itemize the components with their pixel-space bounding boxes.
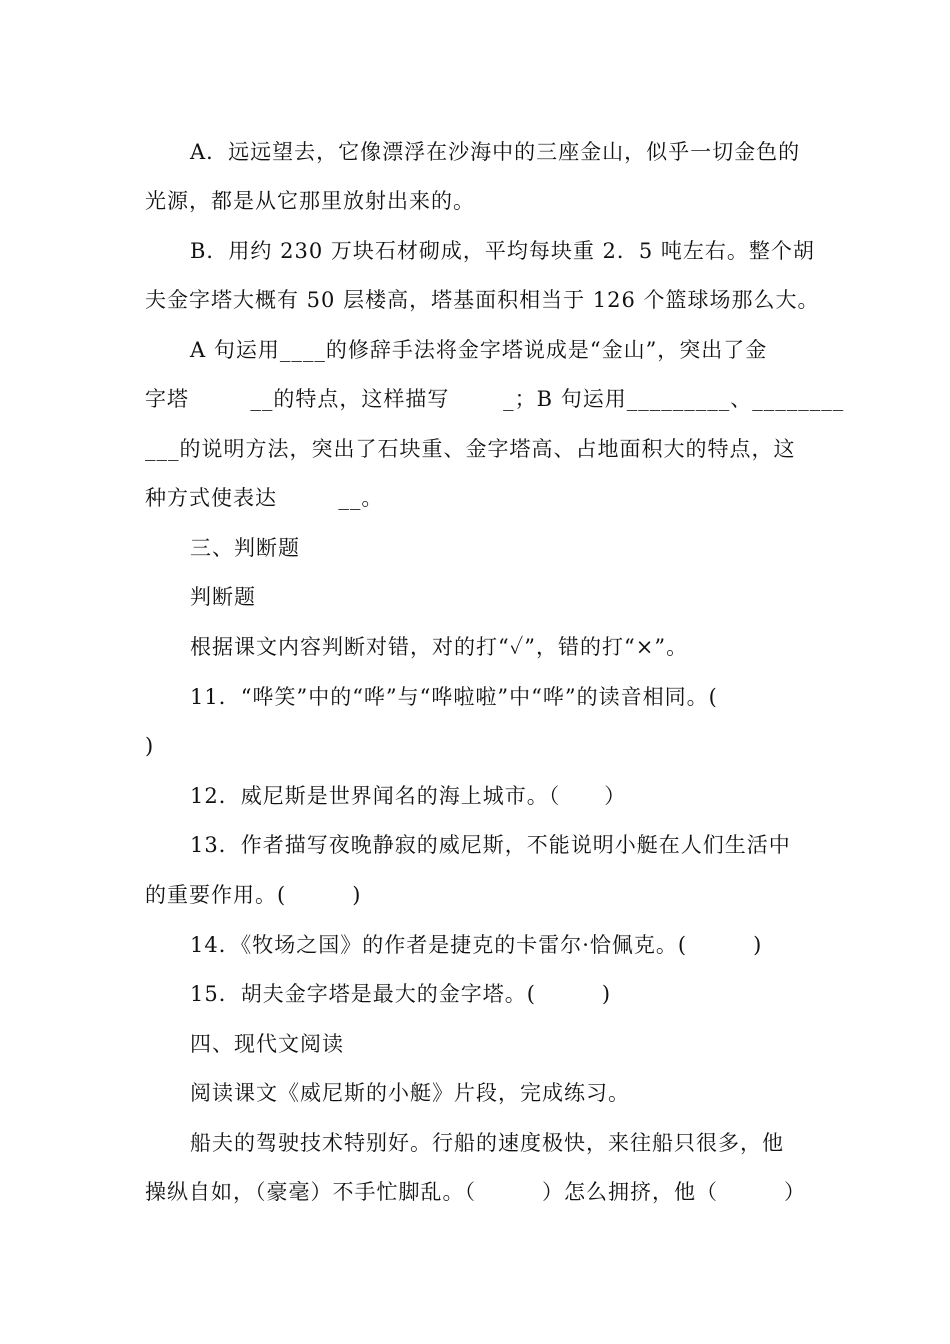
question-11-line-1: 11．“哗笑”中的“哗”与“哗啦啦”中“哗”的读音相同。( bbox=[190, 685, 718, 709]
question-11-line-2: ) bbox=[145, 734, 155, 758]
question-13-line-1: 13．作者描写夜晚静寂的威尼斯，不能说明小艇在人们生活中 bbox=[190, 833, 791, 857]
fill-blank-line-3: ___的说明方法，突出了石块重、金字塔高、占地面积大的特点，这 bbox=[145, 437, 796, 461]
option-b-line-1: B．用约 230 万块石材砌成，平均每块重 2．5 吨左右。整个胡 bbox=[190, 239, 815, 263]
passage-line-2: 操纵自如，（豪毫）不手忙脚乱。（ ）怎么拥挤，他（ ） bbox=[145, 1180, 806, 1204]
question-13-line-2: 的重要作用。( ) bbox=[145, 883, 362, 907]
passage-line-1: 船夫的驾驶技术特别好。行船的速度极快，来往船只很多，他 bbox=[190, 1131, 784, 1155]
question-14: 14．《牧场之国》的作者是捷克的卡雷尔·恰佩克。( ) bbox=[190, 933, 763, 957]
reading-instruction: 阅读课文《威尼斯的小艇》片段，完成练习。 bbox=[190, 1081, 630, 1105]
section-heading-true-false: 三、判断题 bbox=[190, 536, 300, 560]
fill-blank-line-4: 种方式使表达 __。 bbox=[145, 486, 384, 510]
instruction-text: 根据课文内容判断对错，对的打“✓”，错的打“×”。 bbox=[190, 635, 689, 659]
section-heading-reading: 四、现代文阅读 bbox=[190, 1032, 344, 1056]
option-b-line-2: 夫金字塔大概有 50 层楼高，塔基面积相当于 126 个篮球场那么大。 bbox=[145, 288, 820, 312]
option-a-line-2: 光源，都是从它那里放射出来的。 bbox=[145, 189, 475, 213]
question-15: 15．胡夫金字塔是最大的金字塔。( ) bbox=[190, 982, 612, 1006]
question-12: 12．威尼斯是世界闻名的海上城市。（ ） bbox=[190, 784, 627, 808]
subheading-true-false: 判断题 bbox=[190, 585, 256, 609]
option-a-line-1: A．远远望去，它像漂浮在沙海中的三座金山，似乎一切金色的 bbox=[190, 140, 801, 164]
fill-blank-line-1: A 句运用____的修辞手法将金字塔说成是“金山”，突出了金 bbox=[190, 338, 768, 362]
fill-blank-line-2: 字塔 __的特点，这样描写 _；B 句运用_________、________ bbox=[145, 387, 845, 411]
